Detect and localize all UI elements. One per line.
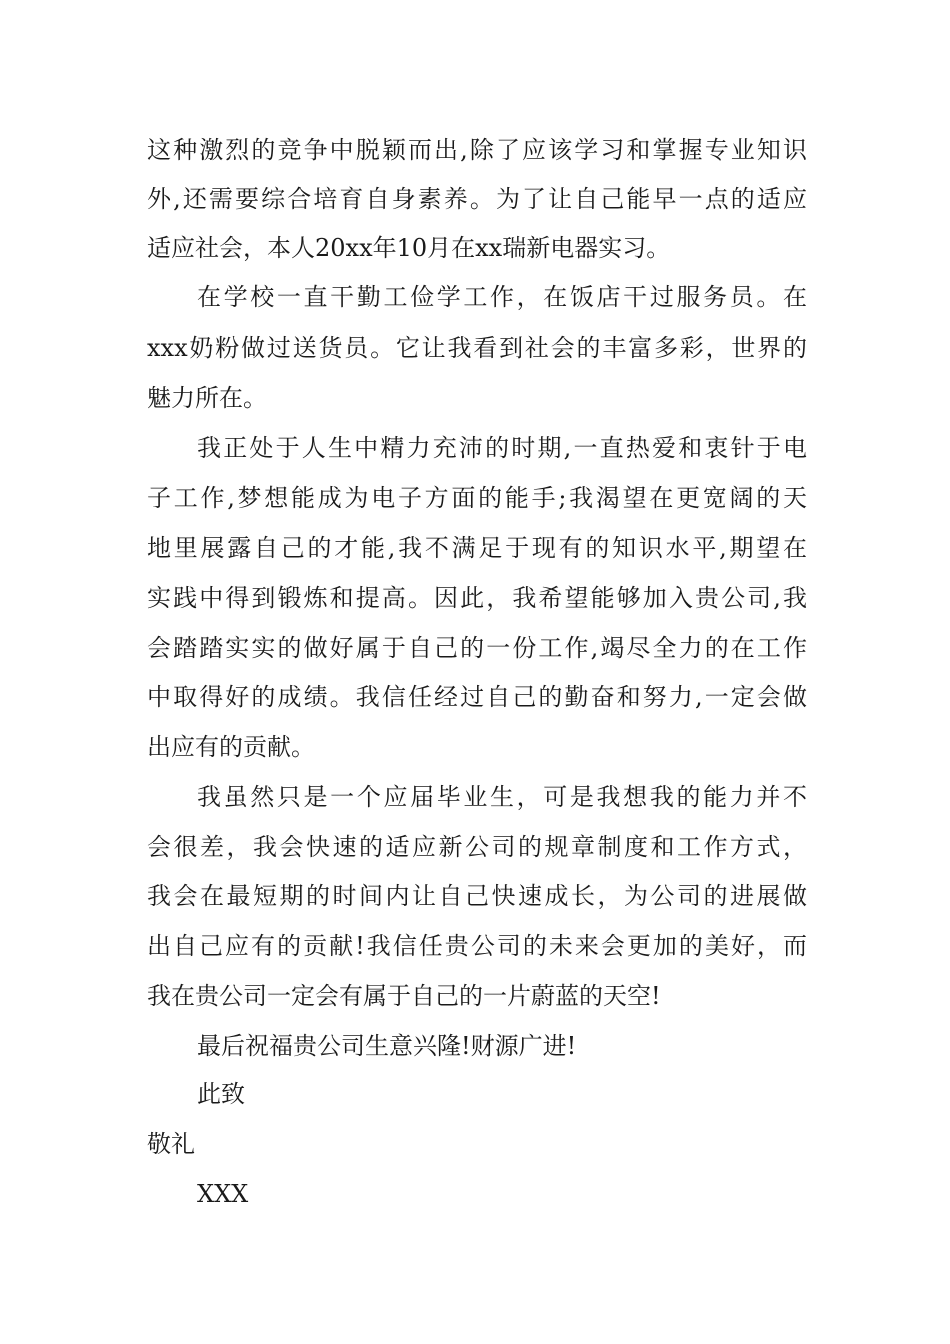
paragraph-first-line: 在学校一直干勤工俭学工作，在饭店干过服务员。在	[197, 283, 807, 311]
body-line: 地里展露自己的才能,我不满足于现有的知识水平,期望在	[147, 534, 807, 562]
body-line: 会很差，我会快速的适应新公司的规章制度和工作方式，	[147, 833, 807, 861]
body-line: 出自己应有的贡献!我信任贵公司的未来会更加的美好，而	[147, 932, 807, 960]
closing-regards: 敬礼	[147, 1130, 195, 1158]
body-line: 外,还需要综合培育自身素养。为了让自己能早一点的适应	[147, 185, 807, 213]
body-line: 魅力所在。	[147, 384, 267, 412]
body-line: xxx奶粉做过送货员。它让我看到社会的丰富多彩，世界的	[147, 334, 807, 362]
closing-salutation: 此致	[197, 1080, 245, 1108]
body-line: 中取得好的成绩。我信任经过自己的勤奋和努力,一定会做	[147, 683, 807, 711]
body-line: 出应有的贡献。	[147, 733, 315, 761]
body-line: 我在贵公司一定会有属于自己的一片蔚蓝的天空!	[147, 982, 661, 1010]
body-line: 这种激烈的竞争中脱颖而出,除了应该学习和掌握专业知识	[147, 136, 807, 164]
body-line: 我会在最短期的时间内让自己快速成长，为公司的进展做	[147, 882, 807, 910]
closing-wish: 最后祝福贵公司生意兴隆!财源广进!	[197, 1032, 577, 1060]
paragraph-first-line: 我正处于人生中精力充沛的时期,一直热爱和衷针于电	[197, 434, 807, 462]
paragraph-first-line: 我虽然只是一个应届毕业生，可是我想我的能力并不	[197, 783, 807, 811]
body-line: 实践中得到锻炼和提高。因此，我希望能够加入贵公司,我	[147, 584, 807, 612]
body-line: 适应社会，本人20xx年10月在xx瑞新电器实习。	[147, 234, 671, 262]
body-line: 会踏踏实实的做好属于自己的一份工作,竭尽全力的在工作	[147, 634, 807, 662]
body-line: 子工作,梦想能成为电子方面的能手;我渴望在更宽阔的天	[147, 484, 807, 512]
signature: XXX	[197, 1180, 249, 1208]
